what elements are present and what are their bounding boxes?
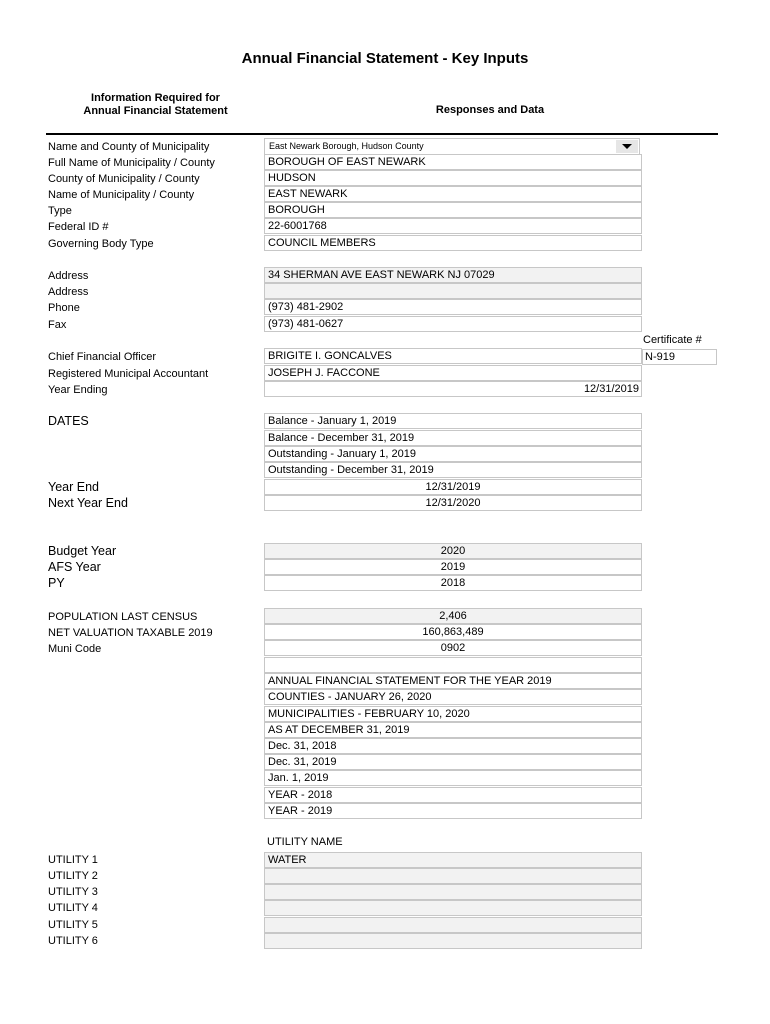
statement-line[interactable]: ANNUAL FINANCIAL STATEMENT FOR THE YEAR 2019 xyxy=(264,673,642,689)
municipality-name-county-label: Name and County of Municipality xyxy=(48,141,210,153)
statement-line[interactable]: YEAR - 2018 xyxy=(264,787,642,803)
municipality-name-field[interactable]: EAST NEWARK xyxy=(264,186,642,202)
statement-line[interactable]: COUNTIES - JANUARY 26, 2020 xyxy=(264,689,642,705)
year-end-label: Year End xyxy=(48,480,99,494)
statement-line[interactable] xyxy=(264,657,642,673)
rma-field[interactable]: JOSEPH J. FACCONE xyxy=(264,365,642,381)
py-field[interactable]: 2018 xyxy=(264,575,642,591)
phone-label: Phone xyxy=(48,302,80,314)
phone-field[interactable]: (973) 481-2902 xyxy=(264,299,642,315)
address-label: Address xyxy=(48,270,89,282)
governing-body-type-field[interactable]: COUNCIL MEMBERS xyxy=(264,235,642,251)
afs-year-label: AFS Year xyxy=(48,560,101,574)
federal-id-label: Federal ID # xyxy=(48,221,109,233)
column-header-line: Information Required for xyxy=(91,92,220,104)
address-field[interactable] xyxy=(264,283,642,299)
net-valuation-field[interactable]: 160,863,489 xyxy=(264,624,642,640)
utility-label: UTILITY 6 xyxy=(48,935,98,947)
budget-year-label: Budget Year xyxy=(48,544,117,558)
column-header-information xyxy=(48,92,263,118)
municipality-name-label: Name of Municipality / County xyxy=(48,189,195,201)
utility-field[interactable] xyxy=(264,900,642,916)
utility-label: UTILITY 4 xyxy=(48,902,98,914)
certificate-label: Certificate # xyxy=(643,334,702,346)
column-header-responses: Responses and Data xyxy=(435,104,545,116)
county-label: County of Municipality / County xyxy=(48,173,200,185)
page-title: Annual Financial Statement - Key Inputs xyxy=(241,50,529,67)
statement-line[interactable]: Dec. 31, 2019 xyxy=(264,754,642,770)
governing-body-type-label: Governing Body Type xyxy=(48,238,154,250)
net-valuation-label: NET VALUATION TAXABLE 2019 xyxy=(48,627,213,639)
cfo-label: Chief Financial Officer xyxy=(48,351,157,363)
statement-line[interactable]: Jan. 1, 2019 xyxy=(264,770,642,786)
rma-label: Registered Municipal Accountant xyxy=(48,368,209,380)
year-ending-label: Year Ending xyxy=(48,384,108,396)
column-header-line: Annual Financial Statement xyxy=(83,105,228,117)
full-name-field[interactable]: BOROUGH OF EAST NEWARK xyxy=(264,154,642,170)
statement-line[interactable]: Dec. 31, 2018 xyxy=(264,738,642,754)
utility-label: UTILITY 3 xyxy=(48,886,98,898)
cfo-field[interactable]: BRIGITE I. GONCALVES xyxy=(264,348,642,364)
county-field[interactable]: HUDSON xyxy=(264,170,642,186)
address-field[interactable]: 34 SHERMAN AVE EAST NEWARK NJ 07029 xyxy=(264,267,642,283)
municipality-select-value: East Newark Borough, Hudson County xyxy=(269,141,424,151)
utility-field[interactable] xyxy=(264,884,642,900)
federal-id-field[interactable]: 22-6001768 xyxy=(264,218,642,234)
utility-label: UTILITY 5 xyxy=(48,919,98,931)
certificate-field[interactable]: N-919 xyxy=(642,349,717,365)
date-line[interactable]: Balance - December 31, 2019 xyxy=(264,430,642,446)
date-line[interactable]: Outstanding - January 1, 2019 xyxy=(264,446,642,462)
chevron-down-icon[interactable] xyxy=(616,140,638,153)
budget-year-field[interactable]: 2020 xyxy=(264,543,642,559)
fax-field[interactable]: (973) 481-0627 xyxy=(264,316,642,332)
population-field[interactable]: 2,406 xyxy=(264,608,642,624)
year-end-field[interactable]: 12/31/2019 xyxy=(264,479,642,495)
utility-field[interactable] xyxy=(264,868,642,884)
statement-line[interactable]: MUNICIPALITIES - FEBRUARY 10, 2020 xyxy=(264,706,642,722)
py-label: PY xyxy=(48,576,65,590)
population-label: POPULATION LAST CENSUS xyxy=(48,611,198,623)
utility-name-header: UTILITY NAME xyxy=(267,836,343,848)
date-line[interactable]: Balance - January 1, 2019 xyxy=(264,413,642,429)
header-divider xyxy=(46,133,718,135)
full-name-label: Full Name of Municipality / County xyxy=(48,157,215,169)
utility-field[interactable] xyxy=(264,933,642,949)
type-field[interactable]: BOROUGH xyxy=(264,202,642,218)
date-line[interactable]: Outstanding - December 31, 2019 xyxy=(264,462,642,478)
muni-code-label: Muni Code xyxy=(48,643,102,655)
fax-label: Fax xyxy=(48,319,67,331)
statement-line[interactable]: AS AT DECEMBER 31, 2019 xyxy=(264,722,642,738)
address-label: Address xyxy=(48,286,89,298)
municipality-select[interactable] xyxy=(264,138,640,155)
next-year-end-field[interactable]: 12/31/2020 xyxy=(264,495,642,511)
dates-label: DATES xyxy=(48,414,89,428)
utility-field[interactable] xyxy=(264,917,642,933)
year-ending-field[interactable]: 12/31/2019 xyxy=(264,381,642,397)
utility-label: UTILITY 2 xyxy=(48,870,98,882)
utility-field[interactable]: WATER xyxy=(264,852,642,868)
next-year-end-label: Next Year End xyxy=(48,496,128,510)
muni-code-field[interactable]: 0902 xyxy=(264,640,642,656)
utility-label: UTILITY 1 xyxy=(48,854,98,866)
afs-year-field[interactable]: 2019 xyxy=(264,559,642,575)
statement-line[interactable]: YEAR - 2019 xyxy=(264,803,642,819)
type-label: Type xyxy=(48,205,72,217)
